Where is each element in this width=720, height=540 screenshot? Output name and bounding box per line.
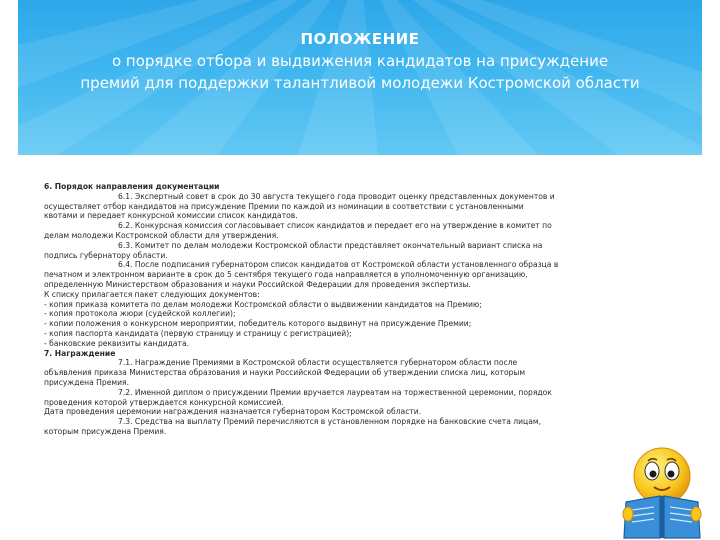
paragraph-line: 7.3. Средства на выплату Премий перечисляются в установленном порядке на банковские счета лицам, [118,417,542,427]
smiley-reading-book-icon [614,444,710,540]
title-banner [18,0,702,155]
list-item: - копии положения о конкурсном мероприятии, победитель которого выдвинут на присуждение Премии; [44,319,472,329]
document-body [44,182,644,437]
page-subtitle-line-1: о порядке отбора и выдвижения кандидатов на присуждение [111,52,609,70]
paragraph-line: объявления приказа Министерства образования и науки Российской Федерации об утверждении списка лиц, которым [44,368,526,378]
paragraph-line: Дата проведения церемонии награждения назначается губернатором Костромской области. [44,407,422,417]
paragraph-line: 7.1. Награждение Премиями в Костромской области осуществляется губернатором области после [118,358,518,368]
paragraph-line: квотами и передает конкурсной комиссии список кандидатов. [44,211,298,221]
paragraph-line: 6.1. Экспертный совет в срок до 30 августа текущего года проводит оценку представленных документов и [118,191,555,201]
paragraph-line: проведения которой утверждается конкурсной комиссией. [44,397,284,407]
section-heading-6: 6. Порядок направления документации [44,182,220,191]
paragraph-line: 7.2. Именной диплом о присуждении Премии вручается лауреатам на торжественной церемонии, порядок [118,387,552,397]
paragraph-line: 6.4. После подписания губернатором список кандидатов от Костромской области установленного образца в [118,260,559,270]
list-item: - банковские реквизиты кандидата. [44,338,190,348]
section-heading-7: 7. Награждение [44,348,116,358]
paragraph-line: К списку прилагается пакет следующих документов: [44,289,260,299]
list-item: - копия протокола жюри (судейской коллегии); [44,309,236,319]
paragraph-line: осуществляет отбор кандидатов на присуждение Премии по каждой из номинации в соответствии с установленными [44,201,524,211]
paragraph-line: 6.3. Комитет по делам молодежи Костромской области представляет окончательный вариант списка на [118,240,543,250]
page-title: ПОЛОЖЕНИЕ [300,30,420,48]
list-item: - копия паспорта кандидата (первую страницу и страницу с регистрацией); [44,328,352,338]
paragraph-line: 6.2. Конкурсная комиссия согласовывает список кандидатов и передает его на утверждение в комитет по [118,221,552,231]
list-item: - копия приказа комитета по делам молодежи Костромской области о выдвижении кандидатов на Премию; [44,299,482,309]
paragraph-line: печатном и электронном варианте в срок до 5 сентября текущего года направляется в уполномоченную организацию, [44,270,528,280]
paragraph-line: присуждена Премия. [44,377,130,387]
paragraph-line: делам молодежи Костромской области для утверждения. [44,230,279,240]
page-subtitle-line-2: премий для поддержки талантливой молодежи Костромской области [80,74,640,92]
title-block [18,28,702,94]
paragraph-line: подпись губернатору области. [44,250,168,260]
paragraph-line: определенную Министерством образования и науки Российской Федерации для проведения экспертизы. [44,279,471,289]
paragraph-line: которым присуждена Премия. [44,426,167,436]
